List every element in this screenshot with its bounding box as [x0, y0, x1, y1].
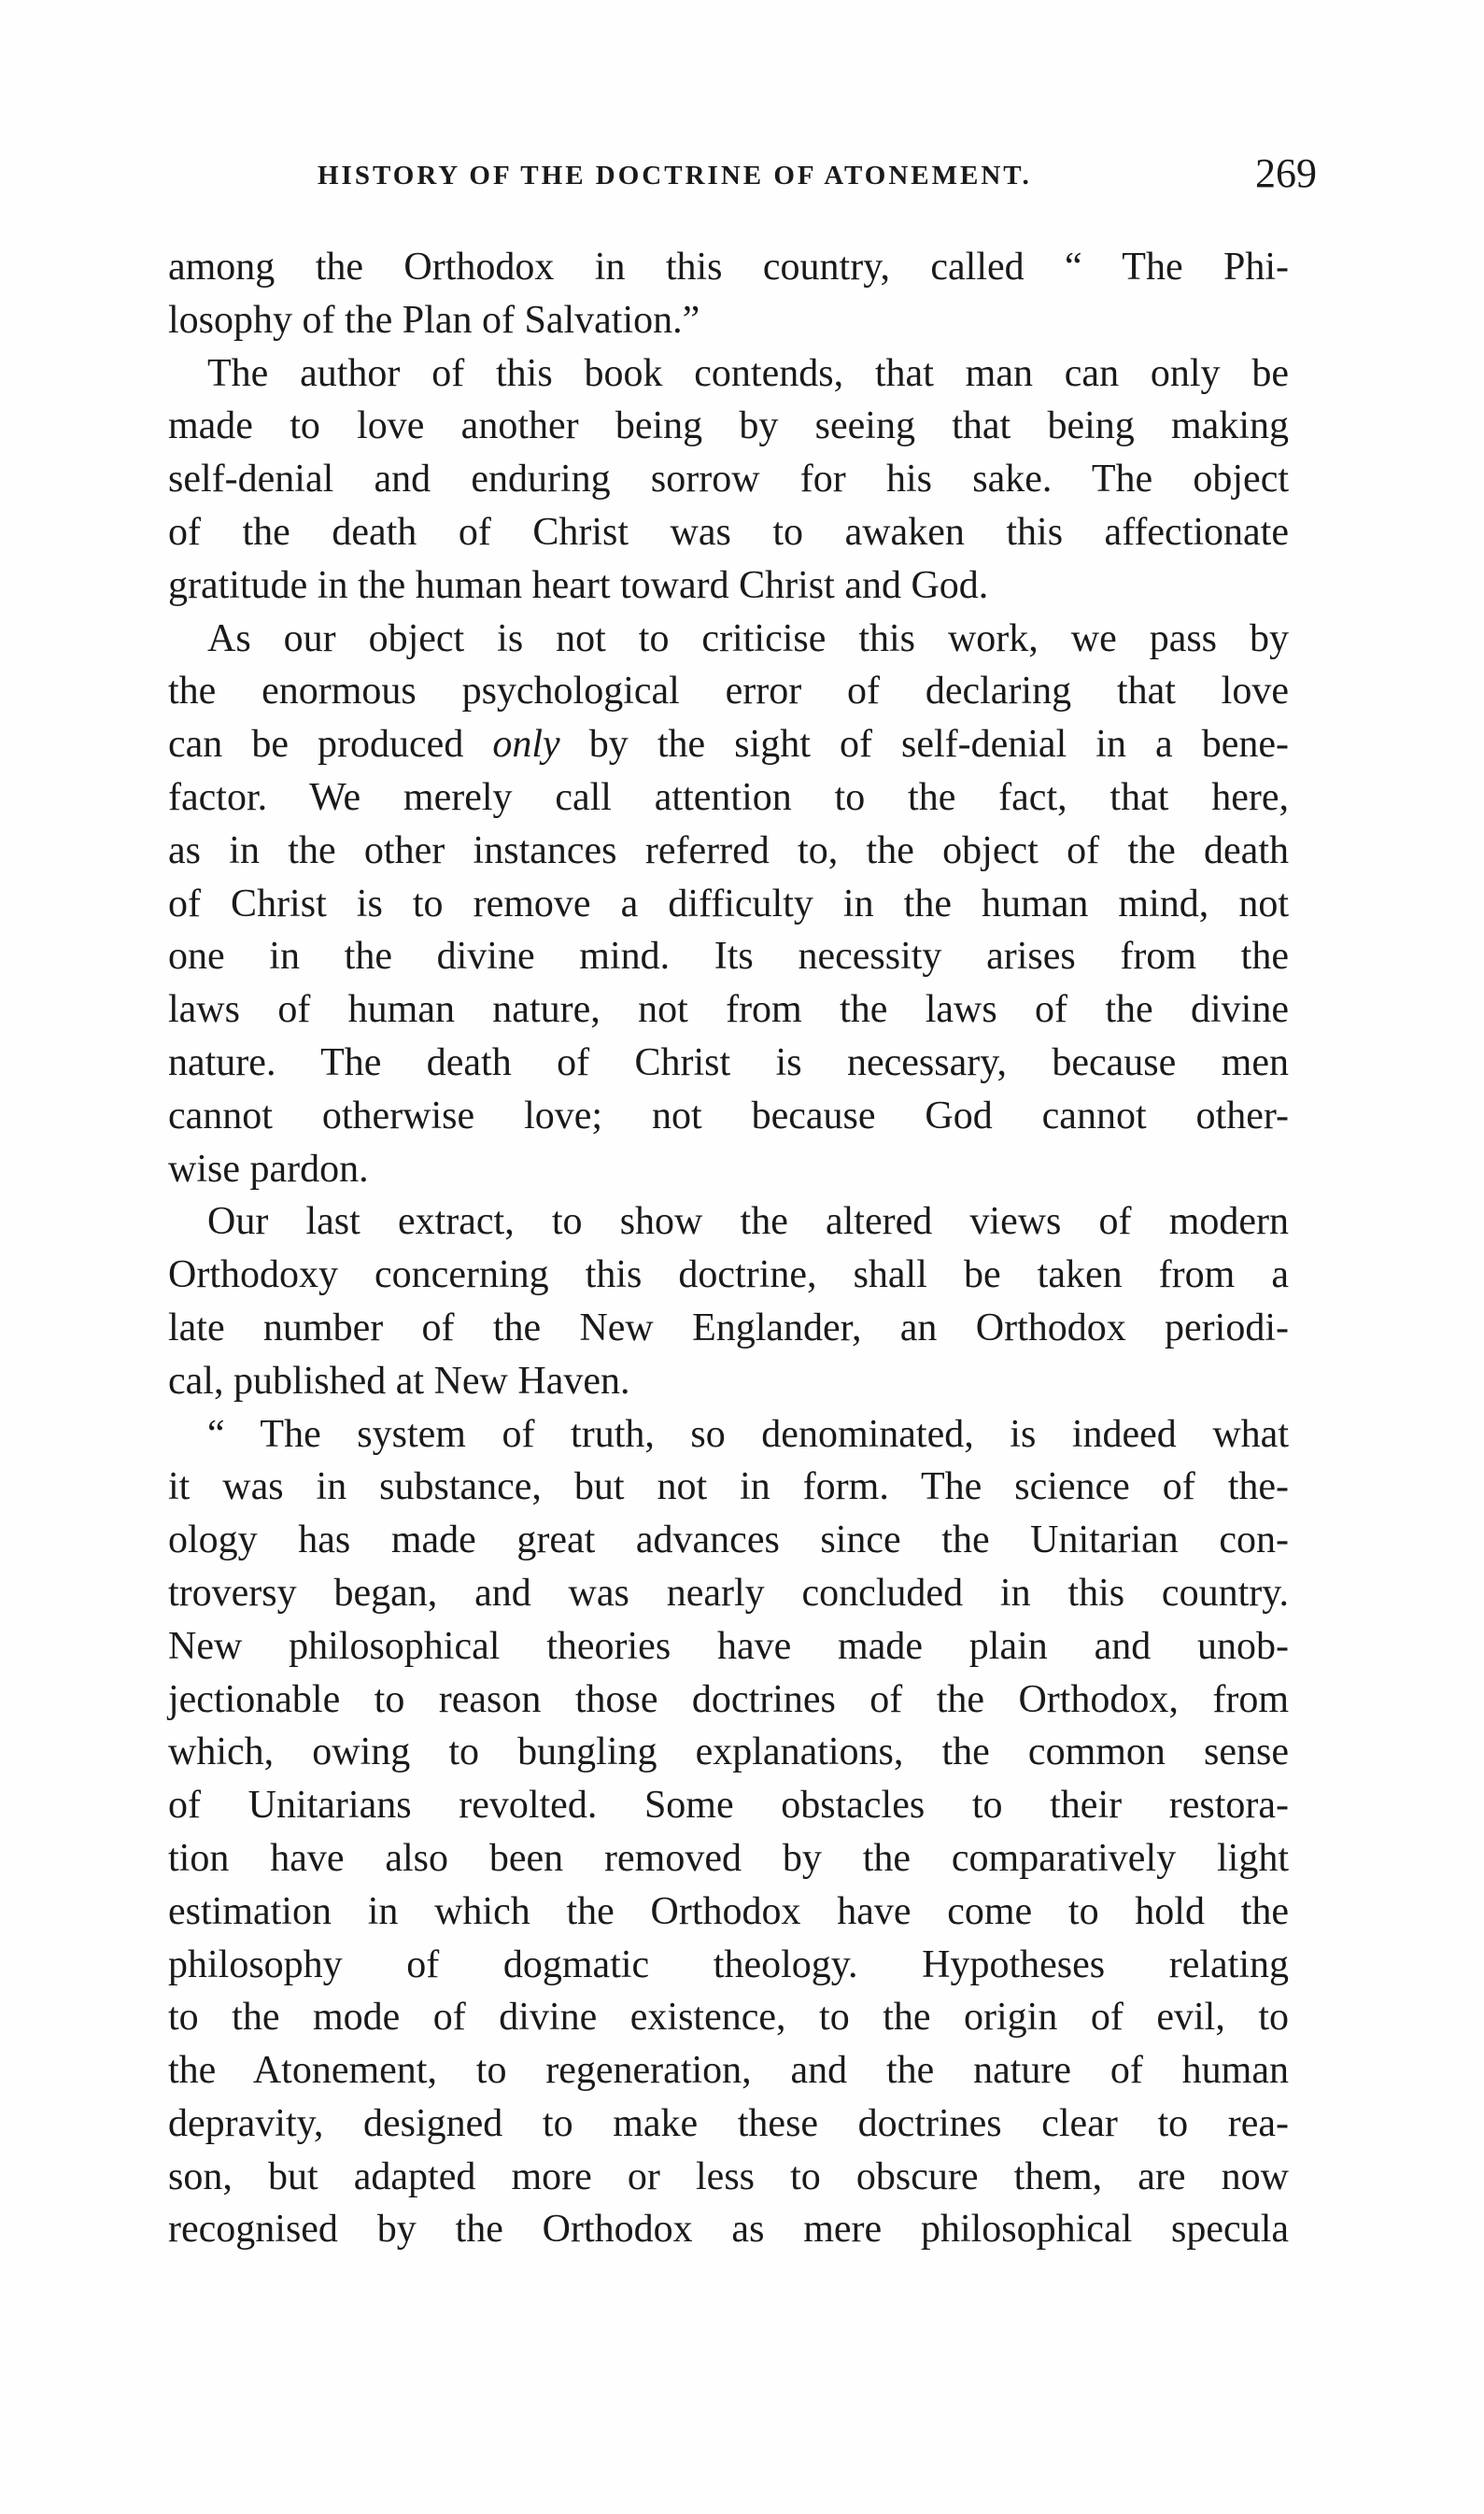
text-line: cal, published at New Haven.	[168, 1359, 630, 1403]
body-text	[168, 241, 1289, 2256]
text-line: one in the divine mind. Its necessity arises from the	[168, 935, 1289, 979]
text-line: factor. We merely call attention to the fact, that here,	[168, 775, 1289, 819]
text-line: which, owing to bungling explanations, the common sense	[168, 1730, 1289, 1774]
text-line: late number of the New Englander, an Orthodox periodi-	[168, 1306, 1289, 1349]
text-line-mixed	[168, 718, 1289, 771]
text-line: wise pardon.	[168, 1147, 369, 1191]
text-line: As our object is not to criticise this work, we pass by	[207, 616, 1289, 660]
running-title: HISTORY OF THE DOCTRINE OF ATONEMENT.	[318, 161, 1032, 191]
text-line: it was in substance, but not in form. The science of the-	[168, 1465, 1289, 1509]
text-line: gratitude in the human heart toward Christ and God.	[168, 563, 989, 607]
text-line: the Atonement, to regeneration, and the nature of human	[168, 2049, 1289, 2093]
text-line: made to love another being by seeing that being making	[168, 404, 1289, 448]
text-line: son, but adapted more or less to obscure them, are now	[168, 2154, 1289, 2198]
text-line: as in the other instances referred to, the object of the death	[168, 828, 1289, 872]
text-run: by the sight of self-denial in a bene-	[588, 723, 1290, 767]
text-line: The author of this book contends, that man can only be	[207, 351, 1289, 395]
italic-word: only	[492, 723, 560, 767]
text-line: the enormous psychological error of declaring that love	[168, 670, 1289, 713]
text-run: can be produced	[168, 723, 464, 767]
text-line: self-denial and enduring sorrow for his sake. The object	[168, 458, 1289, 501]
text-line: jectionable to reason those doctrines of the Orthodox, from	[168, 1677, 1289, 1721]
text-line: of the death of Christ was to awaken this affectionate	[168, 510, 1289, 554]
text-line: nature. The death of Christ is necessary, because men	[168, 1040, 1289, 1084]
text-line: Our last extract, to show the altered views of modern	[207, 1200, 1289, 1244]
text-line: of Christ is to remove a difficulty in the human mind, not	[168, 882, 1289, 925]
text-line: losophy of the Plan of Salvation.”	[168, 298, 700, 342]
text-line: philosophy of dogmatic theology. Hypotheses relating	[168, 1942, 1289, 1986]
text-line: tion have also been removed by the comparatively light	[168, 1836, 1289, 1880]
text-line: estimation in which the Orthodox have come to hold the	[168, 1889, 1289, 1933]
text-line: to the mode of divine existence, to the origin of evil, to	[168, 1996, 1289, 2040]
page-number: 269	[1255, 150, 1317, 196]
text-line: “ The system of truth, so denominated, is indeed what	[207, 1412, 1289, 1456]
text-line: cannot otherwise love; not because God cannot other-	[168, 1094, 1289, 1137]
text-line: laws of human nature, not from the laws of the divine	[168, 988, 1289, 1032]
text-line: recognised by the Orthodox as mere philosophical specula	[168, 2208, 1289, 2252]
text-line: among the Orthodox in this country, called “ The Phi-	[168, 246, 1289, 289]
running-head	[168, 149, 1317, 205]
text-line: Orthodoxy concerning this doctrine, shall be taken from a	[168, 1253, 1289, 1297]
text-line: New philosophical theories have made plain and unob-	[168, 1624, 1289, 1668]
text-line: of Unitarians revolted. Some obstacles to their restora-	[168, 1784, 1289, 1828]
text-line: ology has made great advances since the Unitarian con-	[168, 1518, 1289, 1562]
text-line: troversy began, and was nearly concluded in this country.	[168, 1571, 1289, 1615]
text-line: depravity, designed to make these doctrines clear to rea-	[168, 2101, 1289, 2145]
